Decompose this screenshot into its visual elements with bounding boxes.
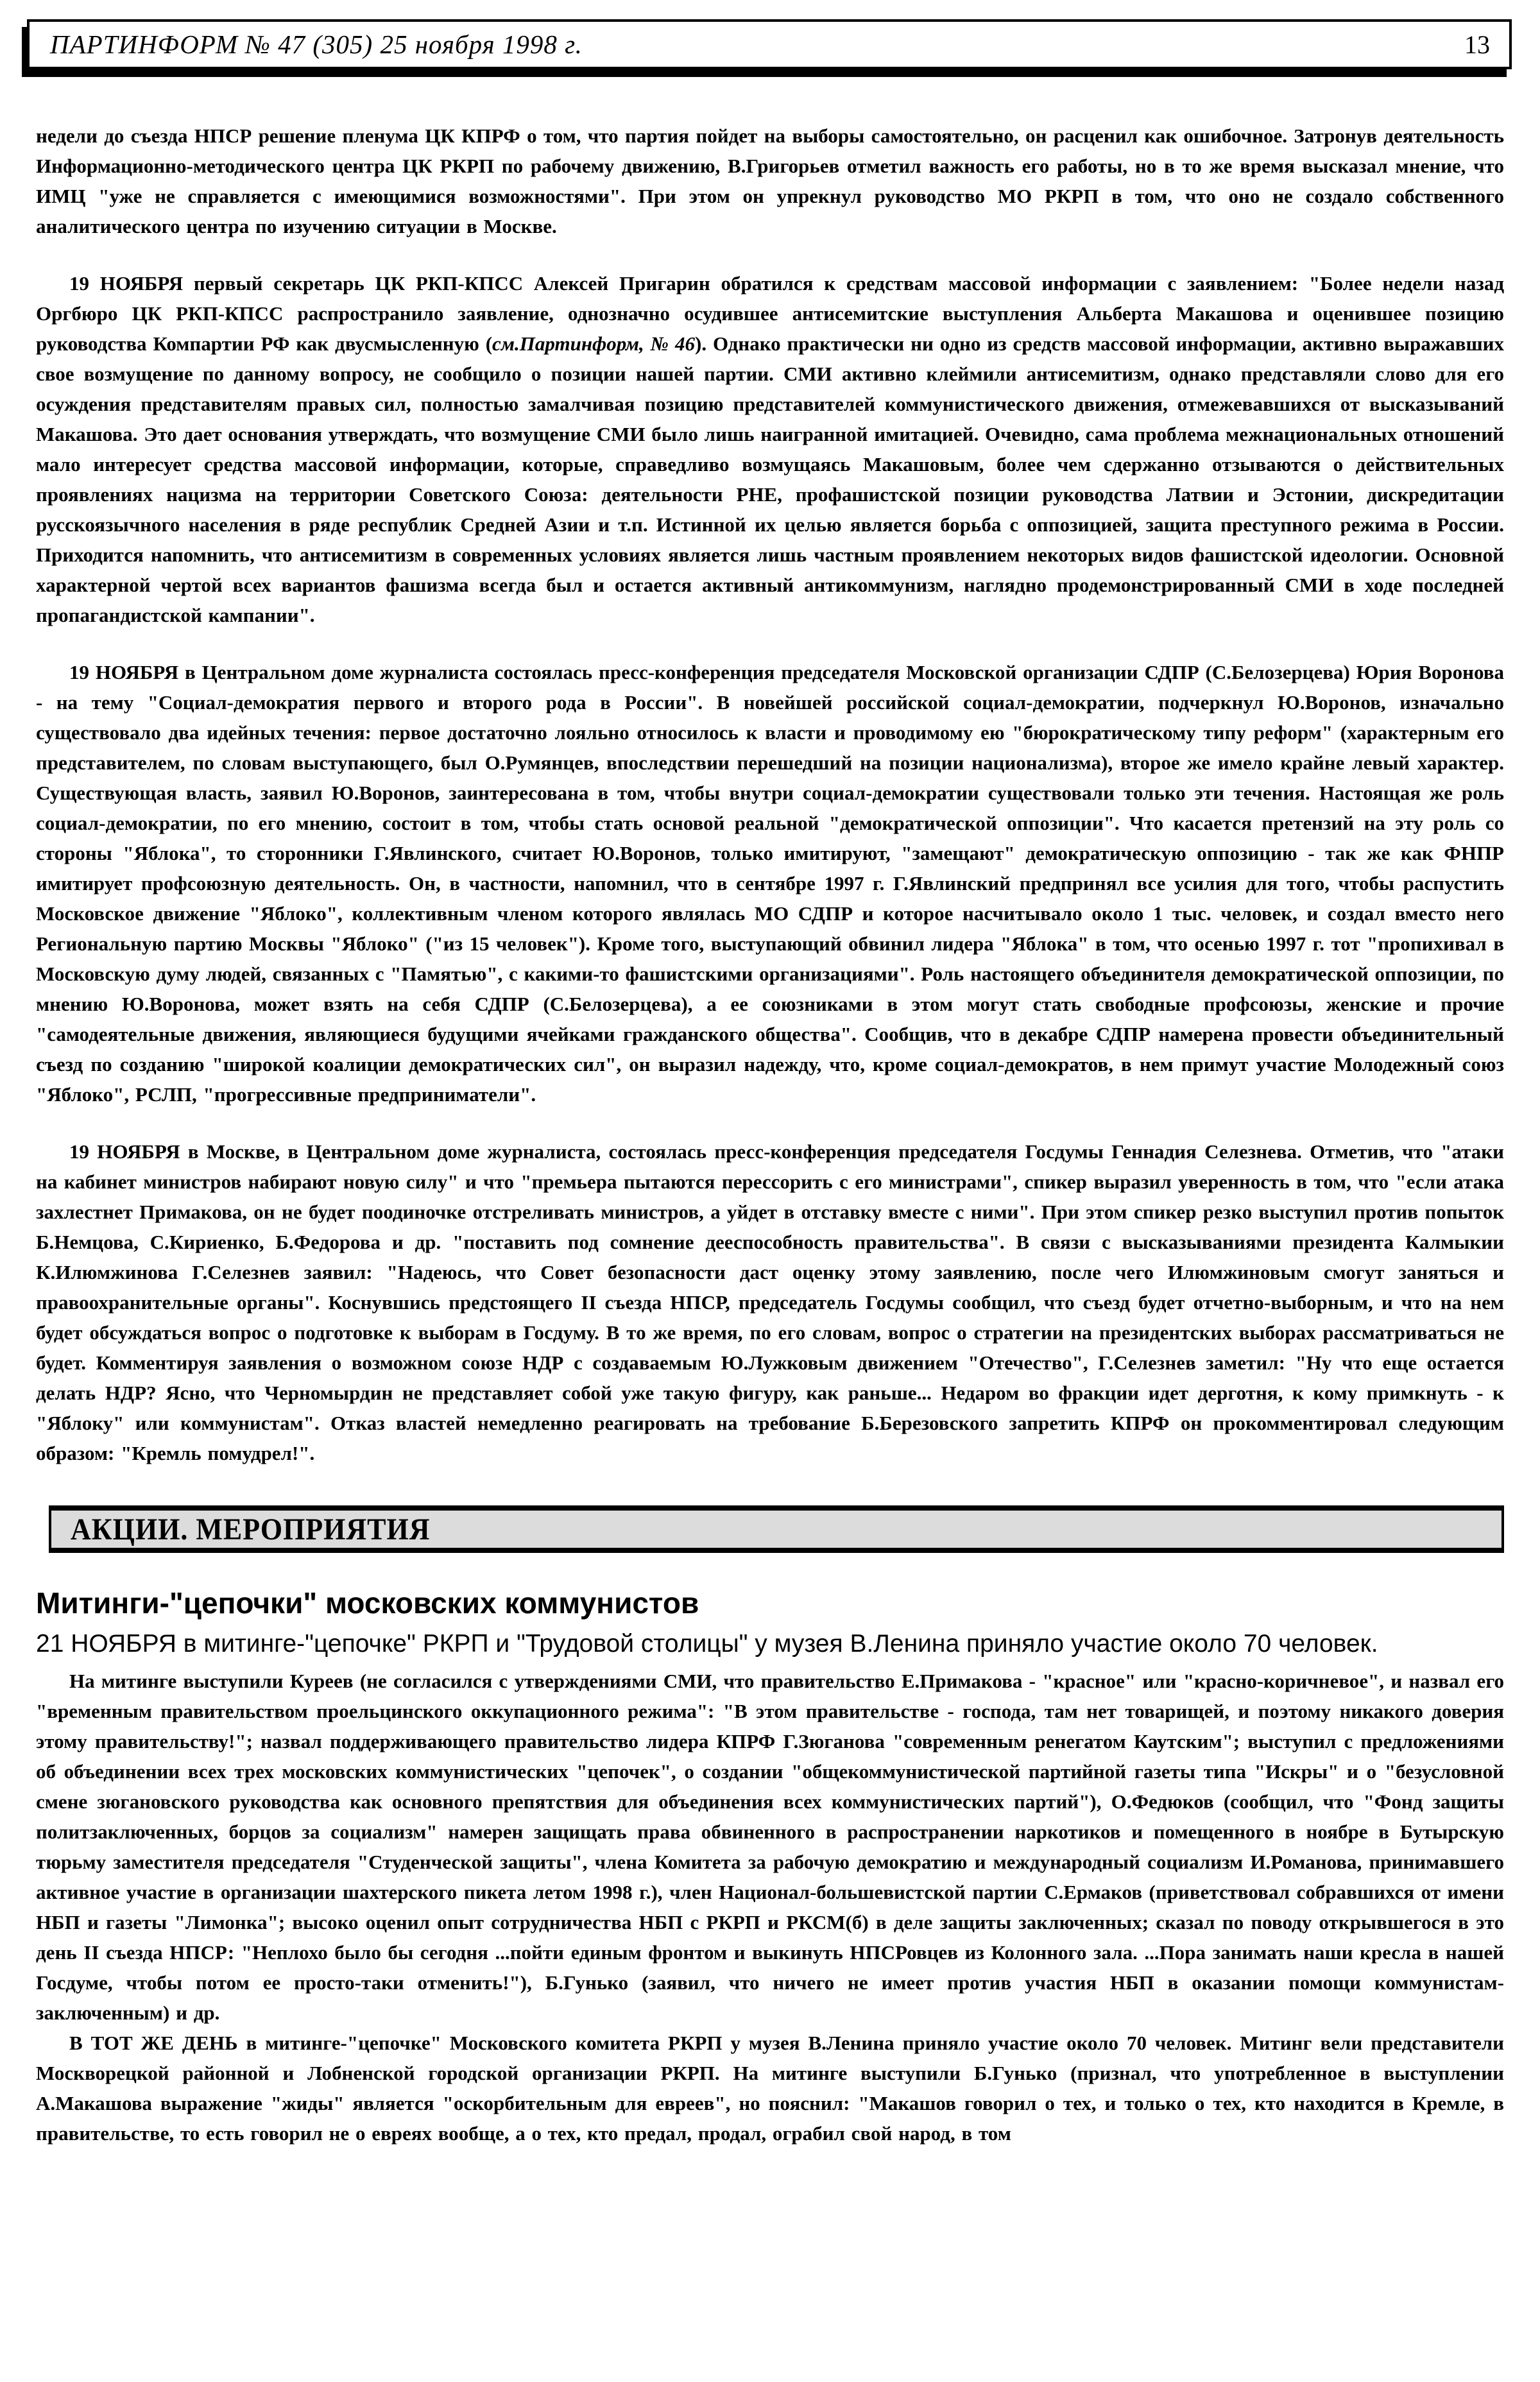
see-partinform-reference: см.Партинформ, № 46 [492, 332, 695, 355]
body-column [36, 121, 1504, 2148]
news-paragraph-prigarin-text: 19 НОЯБРЯ первый секретарь ЦК РКП-КПСС Алексей Пригарин обратился к средствам массовой информации с заявлением: "Более недели назад Оргбюро ЦК РКП-КПСС распространило заявление, однозначно осудившее антисемитские выступления Альберта Макашова и оценившее позицию руководства Компартии РФ как двусмысленную ( [36, 272, 1504, 355]
article-heading: Митинги-"цепочки" московских коммунистов [36, 1586, 699, 1620]
section-title: АКЦИИ. МЕРОПРИЯТИЯ [71, 1512, 431, 1547]
article-meetings [36, 1586, 1504, 2148]
news-paragraph-prigarin-text-rest: ). Однако практически ни одно из средств массовой информации, активно выражавших свое возмущение по данному вопросу, не сообщило о позиции нашей партии. СМИ активно клеймили антисемитизм, однако представляли слово для его осуждения представителям правых сил, полностью замалчивая позицию представителей коммунистического движения, отмежевавшихся от высказываний Макашова. Это дает основания утверждать, что возмущение СМИ было лишь наигранной имитацией. Очевидно, сама проблема межнациональных отношений мало интересует средства массовой информации, которые, справедливо возмущаясь Макашовым, более чем сдержанно отзываются о действительных проявлениях нацизма на территории Советского Союза: деятельности РНЕ, профашистской позиции руководства Латвии и Эстонии, дискредитации русскоязычного населения в ряде республик Средней Азии и т.п. Истинной их целью является борьба с оппозицией, защита преступного режима в России. Приходится напомнить, что антисемитизм в современных условиях является лишь частным проявлением некоторых видов фашистской идеологии. Основной характерной чертой всех вариантов фашизма всегда был и остается активный антикоммунизм, наглядно продемонстрированный СМИ в ходе последней пропагандистской кампании". [36, 332, 1505, 626]
article-lead: 21 НОЯБРЯ в митинге-"цепочке" РКРП и "Трудовой столицы" у музея В.Ленина приняло участие около 70 человек. [36, 1630, 1378, 1658]
news-paragraph-seleznev: 19 НОЯБРЯ в Москве, в Центральном доме журналиста, состоялась пресс-конференция председателя Госдумы Геннадия Селезнева. Отметив, что "атаки на кабинет министров набирают новую силу" и что "премьера пытаются перессорить с его министрами", спикер выразил уверенность в том, что "если атака захлестнет Примакова, он не будет поодиночке отстреливать министров, а уйдет в отставку вместе с ними". При этом спикер резко выступил против попыток Б.Немцова, С.Кириенко, Б.Федорова и др. "поставить под сомнение дееспособность правительства". В связи с высказываниями президента Калмыкии К.Илюмжинова Г.Селезнев заявил: "Надеюсь, что Совет безопасности даст оценку этому заявлению, после чего Илюмжиновым смогут заняться и правоохранительные органы". Коснувшись предстоящего II съезда НПСР, председатель Госдумы сообщил, что съезд будет отчетно-выборным, и что на нем будет обсуждаться вопрос о подготовке к выборам в Госдуму. В то же время, по его словам, вопрос о стратегии на президентских выборах рассматриваться не будет. Комментируя заявления о возможном союзе НДР с создаваемым Ю.Лужковым движением "Отечество", Г.Селезнев заметил: "Ну что еще остается делать НДР? Ясно, что Черномырдин не представляет собой уже такую фигуру, как раньше... Недаром во фракции идет дерготня, к кому примкнуть - к "Яблоку" или коммунистам". Отказ властей немедленно реагировать на требование Б.Березовского запретить КПРФ он прокомментировал следующим образом: "Кремль помудрел!". [36, 1140, 1504, 1464]
news-paragraph-continuation: недели до съезда НПСР решение пленума ЦК КПРФ о том, что партия пойдет на выборы самостоятельно, он расценил как ошибочное. Затронув деятельность Информационно-методического центра ЦК РКРП по рабочему движению, В.Григорьев отметил важность его работы, но в то же время высказал мнение, что ИМЦ "уже не справляется с имеющимися возможностями". При этом он упрекнул руководство МО РКРП в том, что оно не создало собственного аналитического центра по изучению ситуации в Москве. [36, 124, 1504, 237]
article-paragraph-rally-1: На митинге выступили Куреев (не согласился с утверждениями СМИ, что правительство Е.Примакова - "красное" или "красно-коричневое", и назвал его "временным правительством проельцинского оккупационного режима": "В этом правительстве - господа, там нет товарищей, и поэтому никакого доверия этому правительству!"; назвал поддерживающего правительство лидера КПРФ Г.Зюганова "современным ренегатом Каутским"; выступил с предложениями об объединении всех трех московских коммунистических "цепочек", о создании "общекоммунистической партийной газеты типа "Искры" и о "безусловной смене зюгановского руководства как основного препятствия для объединения всех коммунистических партий"), О.Федюков (сообщил, что "Фонд защиты политзаключенных, борцов за социализм" намерен защищать права обвиненного в распространении наркотиков и помещенного в ноябре в Бутырскую тюрьму заместителя председателя "Студенческой защиты", члена Комитета за рабочую демократию и международный социализм И.Романова, принимавшего активное участие в организации шахтерского пикета летом 1998 г.), член Национал-большевистской партии С.Ермаков (приветствовал собравшихся от имени НБП и газеты "Лимонка"; высоко оценил опыт сотрудничества НБП с РКРП и РКСМ(б) в деле защиты заключенных; сказал по поводу открывшегося в это день II съезда НПСР: "Неплохо было бы сегодня ...пойти единым фронтом и выкинуть НПСРовцев из Колонного зала. ...Пора занимать наши кресла в нашей Госдуме, чтобы потом ее просто-таки отменить!"), Б.Гунько (заявил, что ничего не имеет против участия НБП в оказании помощи коммунистам-заключенным) и др. [36, 1670, 1504, 2024]
running-head [27, 19, 1512, 69]
page-number: 13 [1464, 30, 1490, 59]
newsletter-title: ПАРТИНФОРМ № 47 (305) 25 ноября 1998 г. [50, 30, 583, 59]
news-paragraph-voronov: 19 НОЯБРЯ в Центральном доме журналиста состоялась пресс-конференция председателя Московской организации СДПР (С.Белозерцева) Юрия Воронова - на тему "Социал-демократия первого и второго рода в России". В новейшей российской социал-демократии, подчеркнул Ю.Воронов, изначально существовало два идейных течения: первое достаточно лояльно относилось к власти и проводимому ею "бюрократическому типу реформ" (характерным его представителем, по словам выступающего, был О.Румянцев, впоследствии перешедший на позиции национализма), второе же имело крайне левый характер. Существующая власть, заявил Ю.Воронов, заинтересована в том, чтобы внутри социал-демократии существовали только эти течения. Настоящая же роль социал-демократии, по его мнению, состоит в том, чтобы стать основой реальной "демократической оппозиции". Что касается претензий на эту роль со стороны "Яблока", то сторонники Г.Явлинского, считает Ю.Воронов, только имитируют, "замещают" демократическую оппозицию - так же как ФНПР имитирует профсоюзную деятельность. Он, в частности, напомнил, что в сентябре 1997 г. Г.Явлинский предпринял все усилия для того, чтобы распустить Московское движение "Яблоко", коллективным членом которого являлась МО СДПР и которое насчитывало около 1 тыс. человек, и создал вместо него Региональную партию Москвы "Яблоко" ("из 15 человек"). Кроме того, выступающий обвинил лидера "Яблока" в том, что осенью 1997 г. тот "пропихивал в Московскую думу людей, связанных с "Памятью", с какими-то фашистскими организациями". Роль настоящего объединителя демократической оппозиции, по мнению Ю.Воронова, может взять на себя СДПР (С.Белозерцева), а ее союзниками в этом могут стать свободные профсоюзы, женские и прочие "самодеятельные движения, являющиеся будущими ячейками гражданского общества". Сообщив, что в декабре СДПР намерена провести объединительный съезд по созданию "широкой коалиции демократических сил", он выразил надежду, что, кроме социал-демократов, в нем примут участие Молодежный союз "Яблоко", РСЛП, "прогрессивные предприниматели". [36, 661, 1504, 1106]
article-paragraph-rally-2: В ТОТ ЖЕ ДЕНЬ в митинге-"цепочке" Московского комитета РКРП у музея В.Ленина приняло участие около 70 человек. Митинг вели представители Москворецкой районной и Лобненской городской организации РКРП. На митинге выступили Б.Гунько (признал, что употребленное в выступлении А.Макашова выражение "жиды" является "оскорбительным для евреев", но пояснил: "Макашов говорил о тех, и только о тех, кто находится в Кремле, в правительстве, то есть говорил не о евреях вообще, а о тех, кто предал, продал, ограбил свой народ, в том [36, 2032, 1504, 2145]
section-banner [49, 1505, 1504, 1553]
news-paragraph-prigarin [36, 268, 1504, 630]
